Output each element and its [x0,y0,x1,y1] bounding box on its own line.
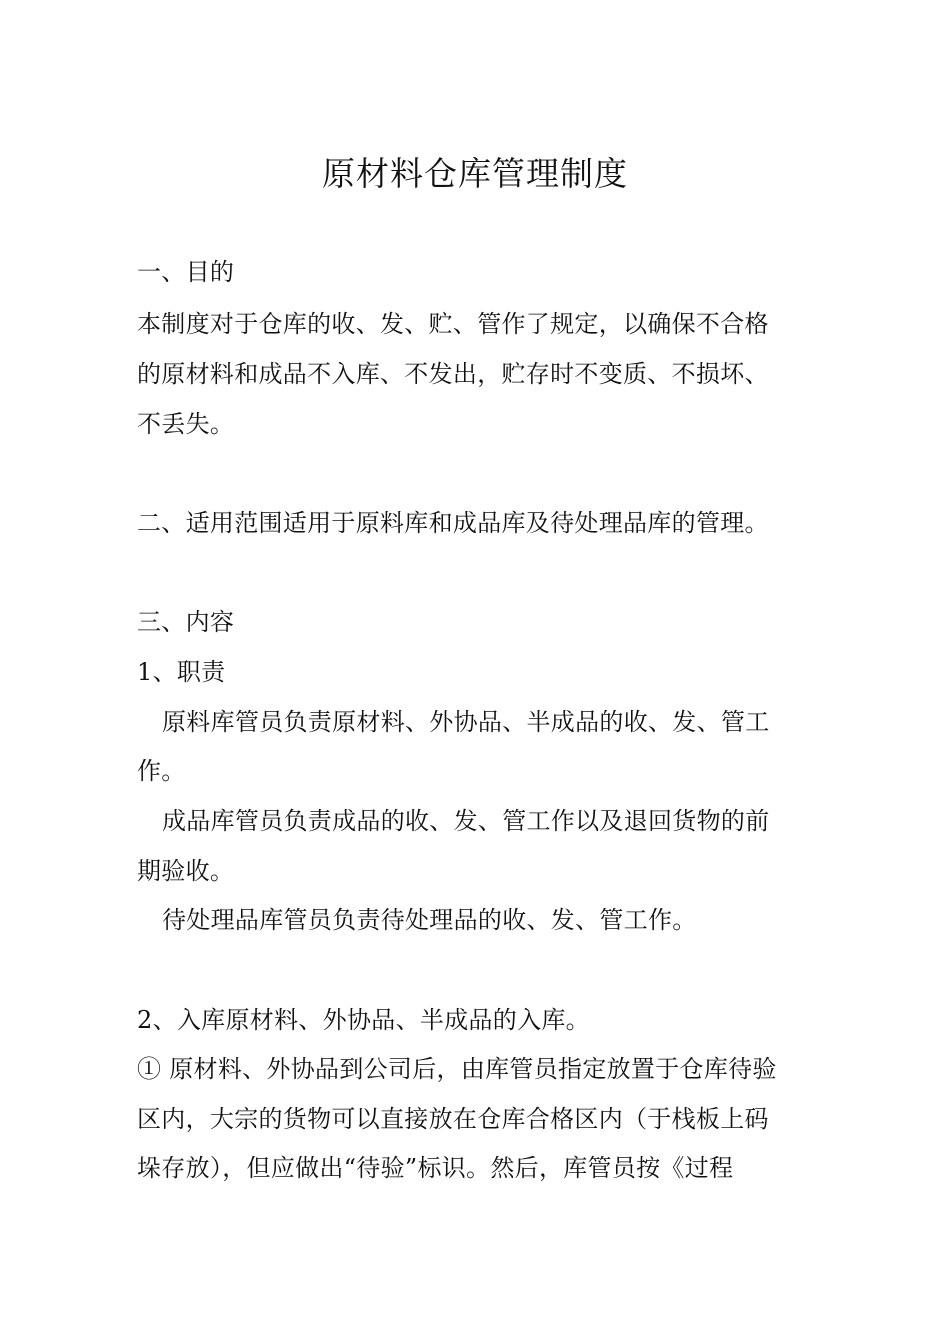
subsection-heading-receiving: 2、入库原材料、外协品、半成品的入库。 [137,1006,590,1034]
paragraph-line: 成品库管员负责成品的收、发、管工作以及退回货物的前 [162,807,770,835]
paragraph-line: 原料库管员负责原材料、外协品、半成品的收、发、管工 [162,708,770,736]
section-heading-purpose: 一、目的 [137,258,235,286]
section-heading-scope: 二、适用范围适用于原料库和成品库及待处理品库的管理。 [137,509,769,537]
paragraph-line: 的原材料和成品不入库、不发出，贮存时不变质、不损坏、 [137,360,769,388]
paragraph-line: 期验收。 [137,857,235,885]
paragraph-line: 垛存放），但应做出“待验”标识。然后，库管员按《过程 [137,1154,734,1182]
paragraph-line: 区内，大宗的货物可以直接放在仓库合格区内（于栈板上码 [137,1105,769,1133]
paragraph-line: 本制度对于仓库的收、发、贮、管作了规定，以确保不合格 [137,310,769,338]
list-item-line: ① 原材料、外协品到公司后，由库管员指定放置于仓库待验 [137,1055,777,1083]
paragraph-line: 待处理品库管员负责待处理品的收、发、管工作。 [162,906,697,934]
subsection-heading-duties: 1、职责 [137,658,226,686]
paragraph-line: 不丢失。 [137,410,235,438]
document-title: 原材料仓库管理制度 [322,154,628,193]
section-heading-content: 三、内容 [137,608,235,636]
paragraph-line: 作。 [137,757,186,785]
